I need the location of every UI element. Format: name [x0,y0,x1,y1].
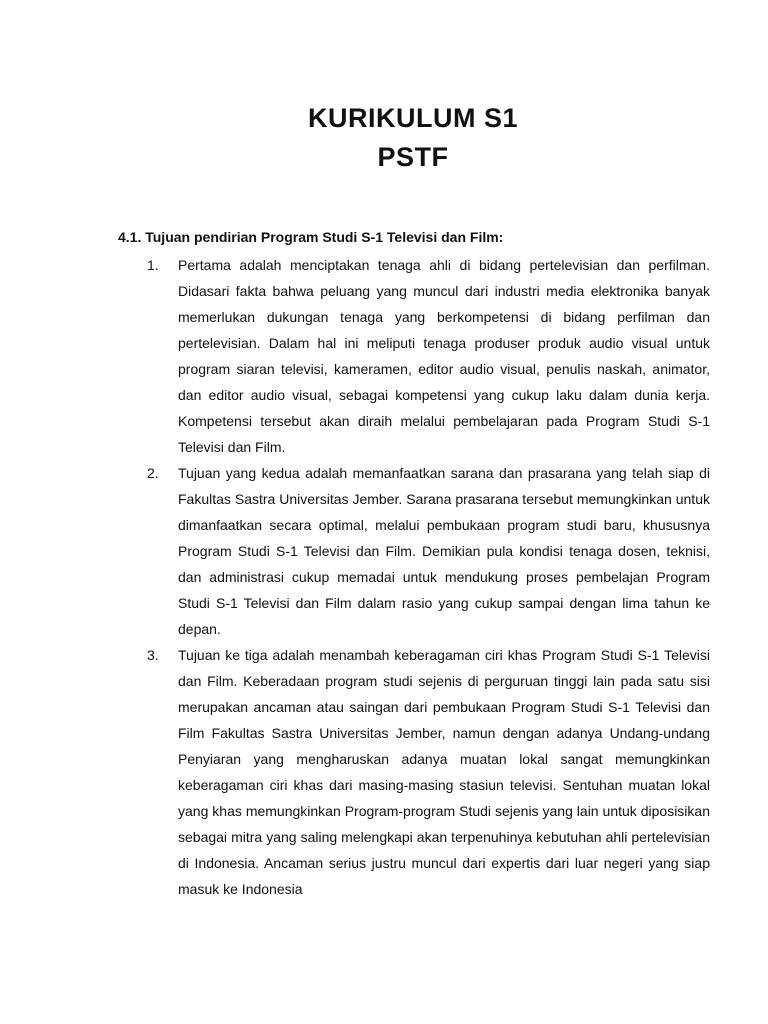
list-item [118,460,710,642]
list-item-number: 1. [147,257,159,273]
document-title: KURIKULUM S1 [307,103,518,133]
list-item-text: Pertama adalah menciptakan tenaga ahli di bidang pertelevisian dan perfilman. Didasari fakta bahwa peluang yang muncul dari industri media elektronika banyak memerlukan dukungan tenaga yang berkompetensi di bidang perfilman dan pertelevisian. Dalam hal ini meliputi tenaga produser produk audio visual untuk program siaran televisi, kameramen, editor audio visual, penulis naskah, animator, dan editor audio visual, sebagai kompetensi yang cukup laku dalam dunia kerja. Kompetensi tersebut akan diraih melalui pembelajaran pada Program Studi S-1 Televisi dan Film. [178,257,710,455]
list-item-number: 3. [147,647,159,663]
list-item [118,642,710,902]
section-heading: 4.1. Tujuan pendirian Program Studi S-1 Televisi dan Film: [118,229,504,245]
list-item-text: Tujuan yang kedua adalah memanfaatkan sarana dan prasarana yang telah siap di Fakultas Sastra Universitas Jember. Sarana prasarana tersebut memungkinkan untuk dimanfaatkan secara optimal, melalui pembukaan program studi baru, khususnya Program Studi S-1 Televisi dan Film. Demikian pula kondisi tenaga dosen, teknisi, dan administrasi cukup memadai untuk mendukung proses pembelajan Program Studi S-1 Televisi dan Film dalam rasio yang cukup sampai dengan lima tahun ke depan. [178,465,710,637]
list-item [118,252,710,460]
list-item-number: 2. [147,465,159,481]
document-subtitle: PSTF [377,142,449,172]
numbered-list [118,252,710,902]
list-item-text: Tujuan ke tiga adalah menambah keberagaman ciri khas Program Studi S-1 Televisi dan Film. Keberadaan program studi sejenis di perguruan tinggi lain pada satu sisi merupakan ancaman atau saingan dari pembukaan Program Studi S-1 Televisi dan Film Fakultas Sastra Universitas Jember, namun dengan adanya Undang-undang Penyiaran yang mengharuskan adanya muatan lokal sangat memungkinkan keberagaman ciri khas dari masing-masing stasiun televisi. Sentuhan muatan lokal yang khas memungkinkan Program-program Studi sejenis yang lain untuk diposisikan sebagai mitra yang saling melengkapi akan terpenuhinya kebutuhan ahli pertelevisian di Indonesia. Ancaman serius justru muncul dari expertis dari luar negeri yang siap masuk ke Indonesia [178,647,710,897]
